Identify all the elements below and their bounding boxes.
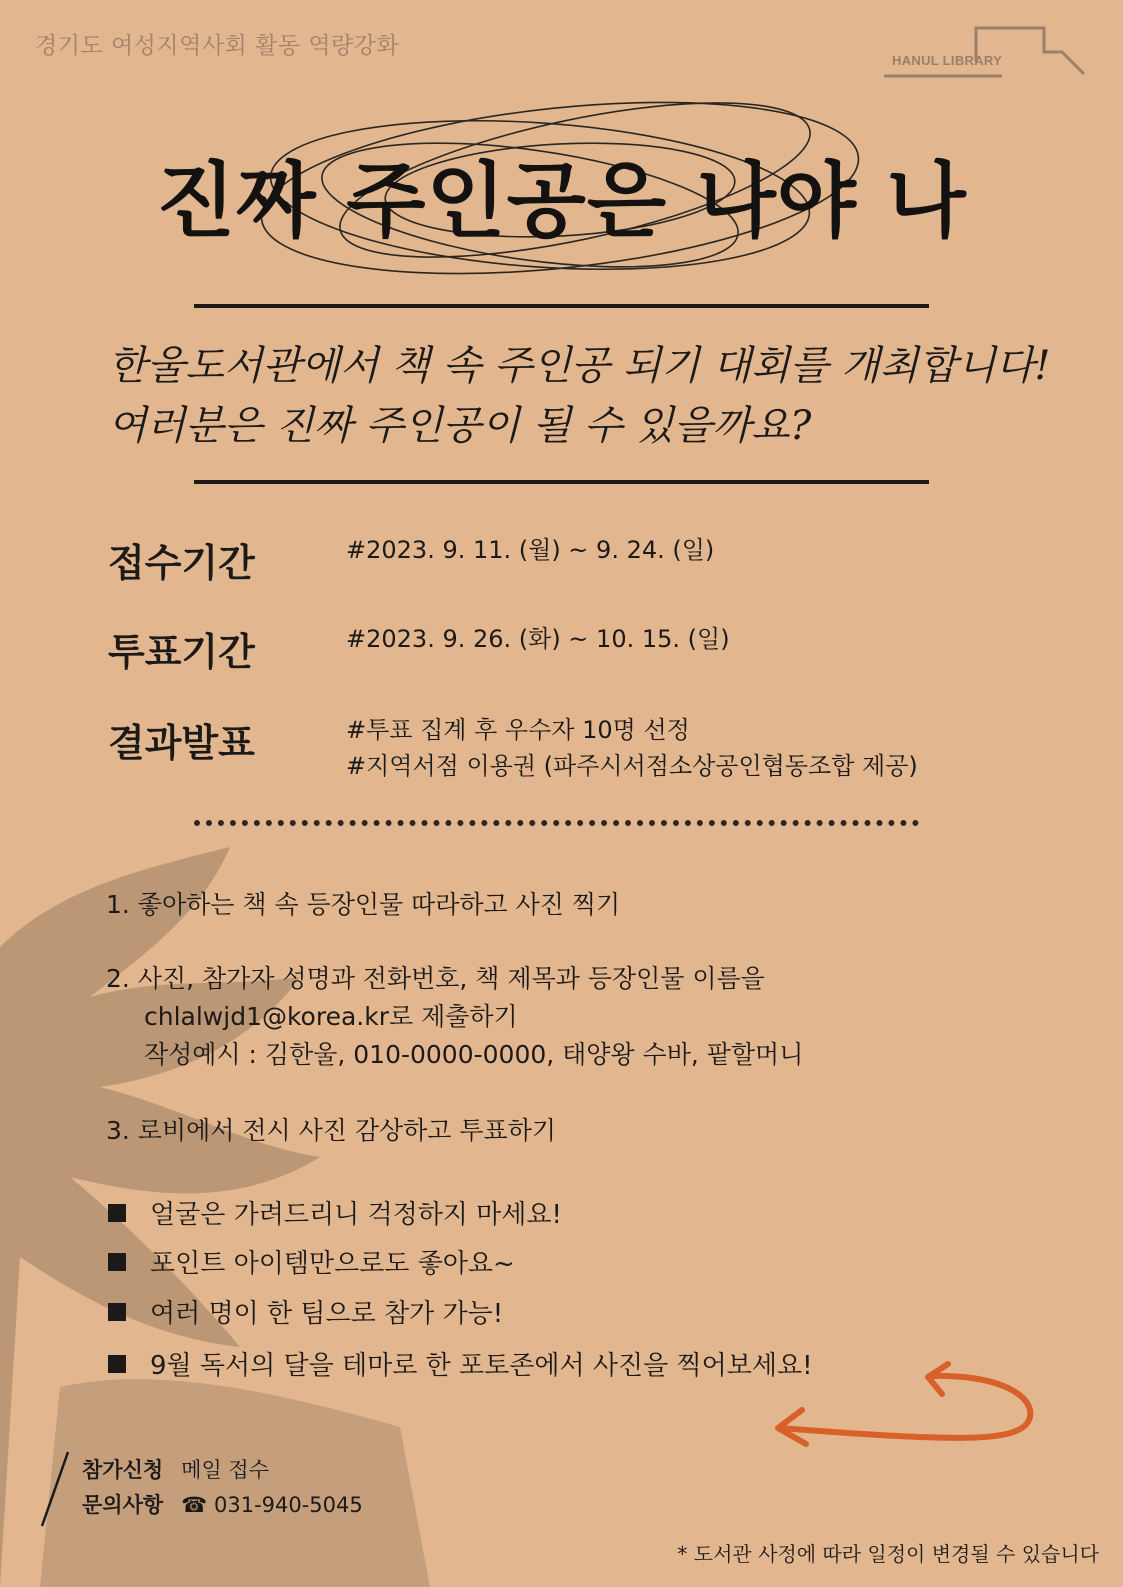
schedule-value — [346, 712, 918, 784]
schedule-value — [346, 532, 714, 568]
org-label: 경기도 여성지역사회 활동 역량강화 — [35, 33, 400, 59]
bullet-square-icon — [108, 1204, 126, 1222]
hanul-library-logo — [884, 22, 1104, 92]
contact-key: 문의사항 — [82, 1493, 164, 1517]
contact-key: 참가신청 — [82, 1458, 164, 1482]
bullet-text: 포인트 아이템만으로도 좋아요~ — [150, 1249, 515, 1279]
divider-bottom — [194, 480, 929, 484]
main-title: 진짜 주인공은 나야 나 — [156, 154, 967, 249]
bullet-text: 여러 명이 한 팀으로 참가 가능! — [150, 1299, 504, 1329]
contact-apply — [82, 1454, 269, 1484]
schedule-value-line: #2023. 9. 26. (화) ~ 10. 15. (일) — [346, 625, 730, 653]
curved-arrow-icon — [770, 1360, 1040, 1460]
contact-phone: ☎ 031-940-5045 — [181, 1493, 363, 1517]
schedule-value-line: #2023. 9. 11. (월) ~ 9. 24. (일) — [346, 536, 715, 564]
bullet-square-icon — [108, 1253, 126, 1271]
schedule-label: 투표기간 — [108, 630, 255, 674]
step-1 — [106, 886, 620, 924]
schedule-value-line: #지역서점 이용권 (파주시서점소상공인협동조합 제공) — [346, 752, 918, 780]
schedule-label: 결과발표 — [108, 721, 255, 765]
bullet-square-icon — [108, 1303, 126, 1321]
footnote: * 도서관 사정에 따라 일정이 변경될 수 있습니다 — [677, 1542, 1099, 1566]
step-line: 2. 사진, 참가자 성명과 전화번호, 책 제목과 등장인물 이름을 — [106, 964, 765, 993]
intro-line-2: 여러분은 진짜 주인공이 될 수 있을까요? — [108, 403, 812, 449]
bullet-square-icon — [108, 1355, 126, 1373]
step-2 — [106, 960, 803, 1074]
dotted-divider — [194, 820, 919, 826]
bullet-item — [108, 1194, 562, 1231]
bullet-item — [108, 1293, 503, 1330]
step-line-email: chlalwjd1@korea.kr로 제출하기 — [144, 1002, 518, 1031]
bullet-item — [108, 1345, 813, 1382]
intro-line-1: 한울도서관에서 책 속 주인공 되기 대회를 개최합니다! — [108, 343, 1051, 389]
step-line: 1. 좋아하는 책 속 등장인물 따라하고 사진 찍기 — [106, 890, 621, 919]
schedule-label: 접수기간 — [108, 541, 255, 585]
step-line: 3. 로비에서 전시 사진 감상하고 투표하기 — [106, 1116, 556, 1145]
contact-inquiry — [82, 1489, 363, 1519]
contact-value: 메일 접수 — [181, 1458, 269, 1482]
logo-text: HANUL LIBRARY — [892, 53, 1003, 68]
divider-top — [194, 304, 929, 308]
schedule-value — [346, 621, 730, 657]
bullet-text: 9월 독서의 달을 테마로 한 포토존에서 사진을 찍어보세요! — [150, 1351, 813, 1381]
step-3 — [106, 1112, 556, 1150]
step-line-example: 작성예시 : 김한울, 010-0000-0000, 태양왕 수바, 팥할머니 — [144, 1040, 804, 1069]
slash-decoration — [34, 1450, 74, 1530]
bullet-item — [108, 1243, 515, 1280]
schedule-value-line: #투표 집계 후 우수자 10명 선정 — [346, 716, 690, 744]
bullet-text: 얼굴은 가려드리니 걱정하지 마세요! — [150, 1200, 562, 1230]
intro-text — [108, 336, 1050, 456]
